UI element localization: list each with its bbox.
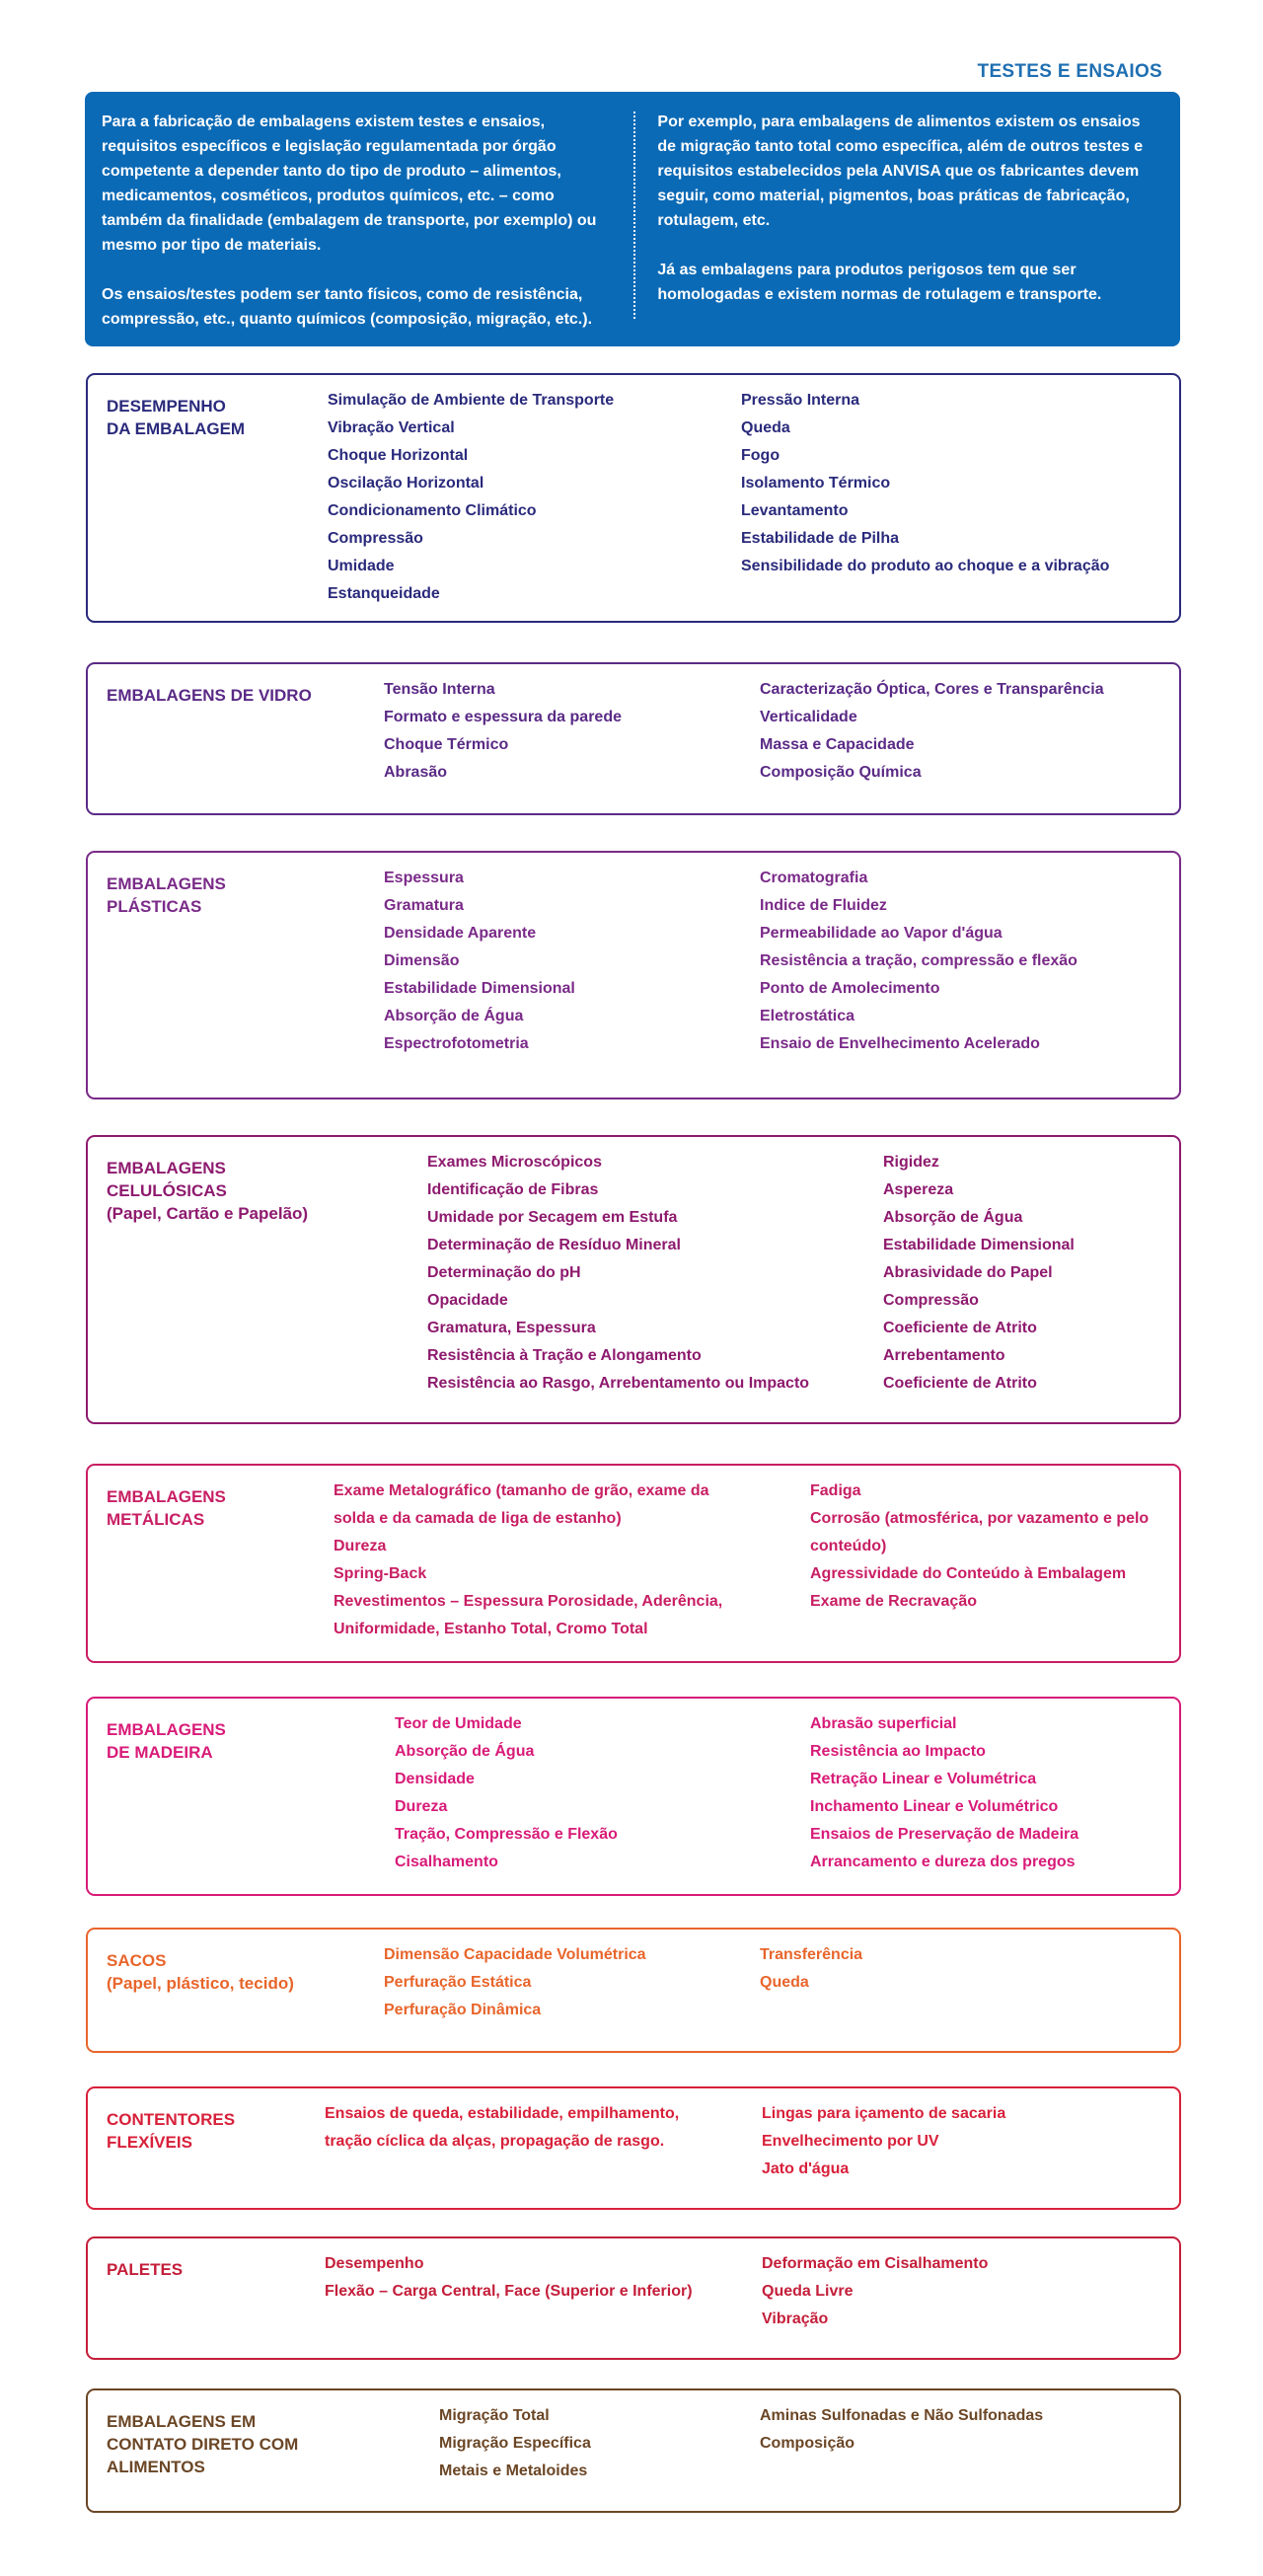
test-item: Composição Química <box>760 764 922 781</box>
test-item: Ensaio de Envelhecimento Acelerado <box>760 1035 1040 1052</box>
test-item: Choque Horizontal <box>328 447 469 464</box>
section-paletes <box>86 2236 1181 2360</box>
test-item: Condicionamento Climático <box>328 502 537 519</box>
test-item: Coeficiente de Atrito <box>883 1375 1037 1392</box>
test-list-left <box>325 2100 729 2156</box>
test-item: Resistência a tração, compressão e flexão <box>760 952 1077 969</box>
test-item: Resistência à Tração e Alongamento <box>427 1347 702 1364</box>
section-vidro <box>86 662 1181 815</box>
test-item: Abrasividade do Papel <box>883 1264 1053 1281</box>
test-item: Compressão <box>328 530 423 547</box>
test-item: Estabilidade Dimensional <box>384 980 575 997</box>
section-label: EMBALAGENS DE VIDRO <box>107 686 312 705</box>
test-list-left <box>384 676 622 787</box>
section-label: PALETES <box>107 2260 184 2279</box>
test-item: Absorção de Água <box>395 1743 535 1760</box>
test-item: Migração Específica <box>439 2435 591 2452</box>
test-item: Abrasão superficial <box>810 1715 957 1732</box>
test-list-left <box>427 1149 809 1398</box>
test-item: Perfuração Estática <box>384 1974 532 1991</box>
test-item: Eletrostática <box>760 1008 855 1024</box>
test-item: Absorção de Água <box>883 1209 1023 1226</box>
test-item: Gramatura, Espessura <box>427 1320 596 1336</box>
section-label: DESEMPENHO DA EMBALAGEM <box>107 397 246 438</box>
test-list-right <box>760 2402 1043 2458</box>
section-label: CONTENTORES FLEXÍVEIS <box>107 2110 236 2152</box>
test-item: Jato d'água <box>762 2160 850 2177</box>
test-item: Resistência ao Impacto <box>810 1743 986 1760</box>
test-list-right <box>810 1710 1078 1876</box>
test-item: Queda Livre <box>762 2283 854 2300</box>
test-list-right <box>760 676 1104 787</box>
intro-paragraph: Por exemplo, para embalagens de alimentos existem os ensaios de migração tanto total como específica, além de outros testes e requisitos estabelecidos pela ANVISA que os fabricantes devem seguir, como material, pigmentos, boas práticas de fabricação, rotulagem, etc. <box>657 114 1144 229</box>
test-item: Deformação em Cisalhamento <box>762 2255 989 2272</box>
test-list-left <box>328 387 614 608</box>
test-item: Umidade por Secagem em Estufa <box>427 1209 678 1226</box>
intro-paragraph: Já as embalagens para produtos perigosos tem que ser homologadas e existem normas de rotulagem e transporte. <box>657 262 1102 303</box>
test-item: Ensaios de Preservação de Madeira <box>810 1826 1079 1843</box>
test-item: Corrosão (atmosférica, por vazamento e pelo conteúdo) <box>810 1510 1150 1554</box>
section-label: SACOS (Papel, plástico, tecido) <box>107 1951 294 1993</box>
test-item: Dureza <box>395 1798 448 1815</box>
test-item: Teor de Umidade <box>395 1715 522 1732</box>
test-item: Massa e Capacidade <box>760 736 915 753</box>
test-item: Umidade <box>328 558 395 574</box>
test-item: Sensibilidade do produto ao choque e a vibração <box>741 558 1110 574</box>
test-item: Arrancamento e dureza dos pregos <box>810 1854 1076 1870</box>
test-item: Gramatura <box>384 897 464 914</box>
test-item: Lingas para içamento de sacaria <box>762 2105 1006 2122</box>
section-label: EMBALAGENS CELULÓSICAS (Papel, Cartão e Papelão) <box>107 1159 309 1223</box>
test-item: Cromatografia <box>760 870 868 886</box>
section-celulosicas <box>86 1135 1181 1424</box>
test-list-left <box>384 865 575 1058</box>
test-list-right <box>760 1941 862 1997</box>
test-item: Compressão <box>883 1292 979 1309</box>
test-item: Absorção de Água <box>384 1008 524 1024</box>
test-item: Inchamento Linear e Volumétrico <box>810 1798 1059 1815</box>
test-item: Rigidez <box>883 1154 939 1171</box>
test-item: Opacidade <box>427 1292 508 1309</box>
test-item: Indice de Fluidez <box>760 897 887 914</box>
test-item: Aspereza <box>883 1181 954 1198</box>
test-item: Densidade <box>395 1771 475 1787</box>
test-list-right <box>760 865 1077 1058</box>
section-sacos <box>86 1928 1181 2053</box>
test-item: Resistência ao Rasgo, Arrebentamento ou Impacto <box>427 1375 810 1392</box>
test-item: Retração Linear e Volumétrica <box>810 1771 1037 1787</box>
test-item: Composição <box>760 2435 855 2452</box>
test-item: Dureza <box>334 1538 387 1554</box>
test-item: Perfuração Dinâmica <box>384 2002 542 2018</box>
section-metalicas <box>86 1464 1181 1663</box>
test-item: Verticalidade <box>760 709 857 725</box>
test-item: Dimensão <box>384 952 460 969</box>
test-item: Choque Térmico <box>384 736 509 753</box>
test-item: Agressividade do Conteúdo à Embalagem <box>810 1565 1127 1582</box>
test-item: Dimensão Capacidade Volumétrica <box>384 1946 646 1963</box>
test-item: Tração, Compressão e Flexão <box>395 1826 618 1843</box>
section-desempenho <box>86 373 1181 623</box>
test-item: Tensão Interna <box>384 681 495 698</box>
section-contentores <box>86 2086 1181 2210</box>
test-item: Queda <box>760 1974 809 1991</box>
test-item: Desempenho <box>325 2255 424 2272</box>
test-item: Espectrofotometria <box>384 1035 529 1052</box>
intro-panel <box>85 92 1180 346</box>
test-list-right <box>762 2250 988 2333</box>
test-item: Pressão Interna <box>741 392 860 409</box>
intro-paragraph: Os ensaios/testes podem ser tanto físicos, como de resistência, compressão, etc., quanto químicos (composição, migração, etc.). <box>102 286 593 328</box>
section-label: EMBALAGENS METÁLICAS <box>107 1487 226 1529</box>
test-item: Estabilidade Dimensional <box>883 1237 1075 1253</box>
test-list-right <box>762 2100 1005 2183</box>
test-list-right <box>741 387 1109 580</box>
test-item: Estanqueidade <box>328 585 440 602</box>
test-item: Levantamento <box>741 502 849 519</box>
test-item: Exames Microscópicos <box>427 1154 602 1171</box>
test-item: Envelhecimento por UV <box>762 2133 939 2150</box>
test-item: Aminas Sulfonadas e Não Sulfonadas <box>760 2407 1044 2424</box>
section-alimentos <box>86 2388 1181 2513</box>
test-item: Abrasão <box>384 764 448 781</box>
test-item: Exame Metalográfico (tamanho de grão, exame da solda e da camada de liga de estanho) <box>334 1482 709 1527</box>
test-item: Vibração <box>762 2311 829 2327</box>
test-list-right <box>810 1477 1165 1616</box>
test-item: Migração Total <box>439 2407 550 2424</box>
test-item: Oscilação Horizontal <box>328 475 484 492</box>
test-item: Arrebentamento <box>883 1347 1005 1364</box>
test-item: Permeabilidade ao Vapor d'água <box>760 925 1003 942</box>
test-item: Determinação do pH <box>427 1264 581 1281</box>
section-label: EMBALAGENS EM CONTATO DIRETO COM ALIMENTOS <box>107 2412 299 2476</box>
section-label: EMBALAGENS PLÁSTICAS <box>107 874 226 916</box>
test-item: Isolamento Térmico <box>741 475 891 492</box>
test-list-right <box>883 1149 1075 1398</box>
test-item: Formato e espessura da parede <box>384 709 622 725</box>
page-title: TESTES E ENSAIOS <box>977 61 1162 82</box>
test-item: Coeficiente de Atrito <box>883 1320 1037 1336</box>
test-item: Ensaios de queda, estabilidade, empilhamento, tração cíclica da alças, propagação de rasgo. <box>325 2105 680 2150</box>
test-item: Simulação de Ambiente de Transporte <box>328 392 615 409</box>
intro-right-column <box>635 110 1160 346</box>
test-item: Exame de Recravação <box>810 1593 977 1610</box>
section-plasticas <box>86 851 1181 1099</box>
test-item: Vibração Vertical <box>328 419 455 436</box>
test-item: Determinação de Resíduo Mineral <box>427 1237 681 1253</box>
test-item: Espessura <box>384 870 464 886</box>
test-list-left <box>395 1710 618 1876</box>
intro-paragraph: Para a fabricação de embalagens existem testes e ensaios, requisitos específicos e legislação regulamentada por órgão competente a depender tanto do tipo de produto – alimentos, medicamentos, cosméticos, produtos químicos, etc. – como também da finalidade (embalagem de transporte, por exemplo) ou mesmo por tipo de materiais. <box>102 114 597 254</box>
test-list-left <box>325 2250 693 2306</box>
test-item: Densidade Aparente <box>384 925 537 942</box>
test-list-left <box>384 1941 646 2024</box>
test-item: Ponto de Amolecimento <box>760 980 940 997</box>
test-item: Identificação de Fibras <box>427 1181 599 1198</box>
test-item: Queda <box>741 419 790 436</box>
test-item: Fadiga <box>810 1482 861 1499</box>
test-item: Cisalhamento <box>395 1854 498 1870</box>
test-item: Transferência <box>760 1946 863 1963</box>
test-list-left <box>334 1477 743 1643</box>
test-item: Fogo <box>741 447 780 464</box>
test-list-left <box>439 2402 591 2485</box>
section-label: EMBALAGENS DE MADEIRA <box>107 1720 226 1762</box>
intro-left-column <box>102 110 633 346</box>
test-item: Spring-Back <box>334 1565 427 1582</box>
section-madeira <box>86 1697 1181 1896</box>
test-item: Metais e Metaloides <box>439 2462 588 2479</box>
test-item: Estabilidade de Pilha <box>741 530 900 547</box>
test-item: Revestimentos – Espessura Porosidade, Aderência, Uniformidade, Estanho Total, Cromo Total <box>334 1593 723 1637</box>
test-item: Caracterização Óptica, Cores e Transparência <box>760 681 1104 698</box>
test-item: Flexão – Carga Central, Face (Superior e Inferior) <box>325 2283 693 2300</box>
